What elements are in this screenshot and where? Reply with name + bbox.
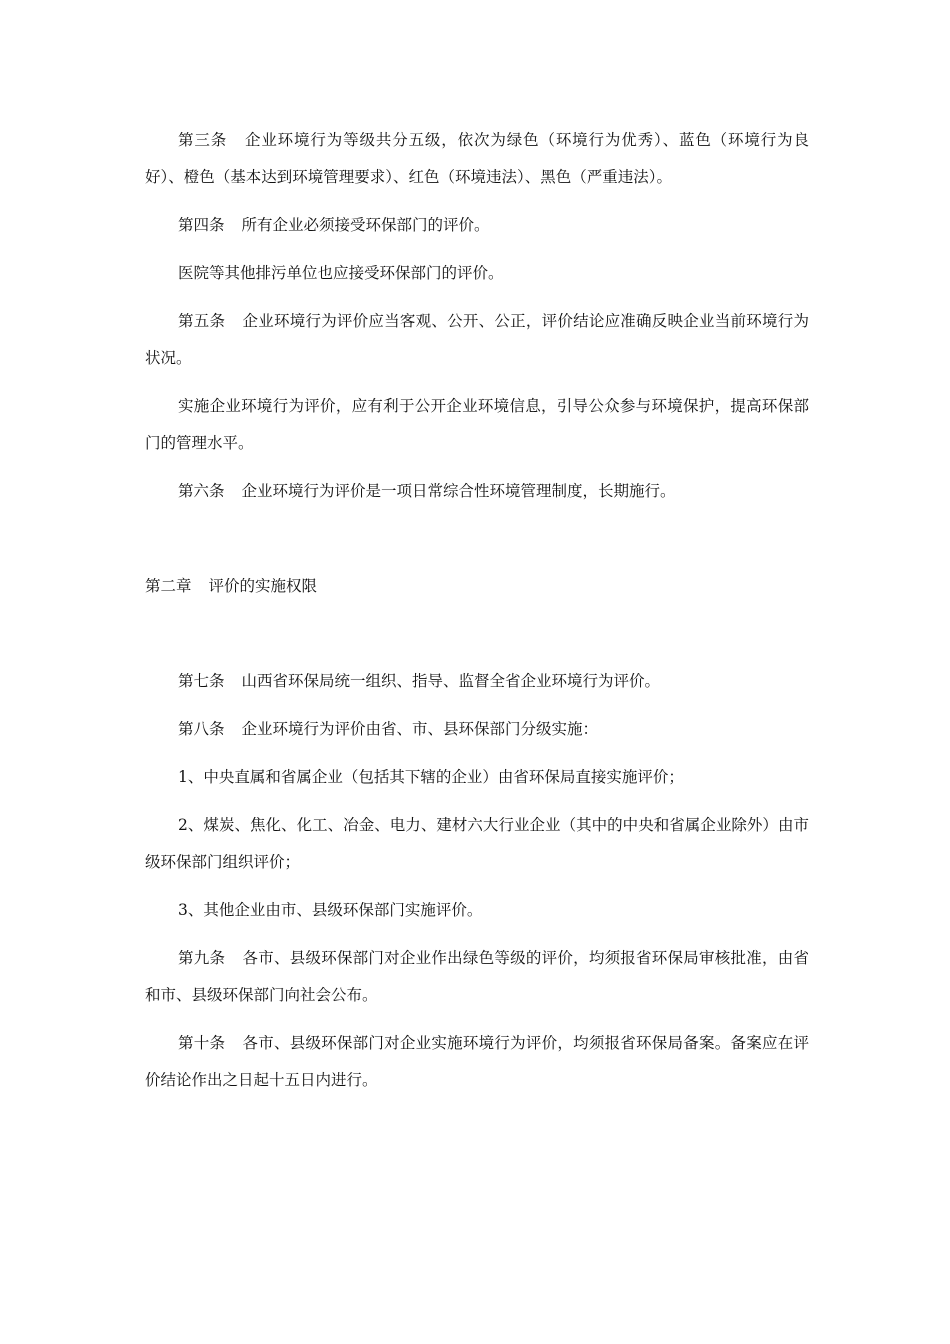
article-text: 企业环境行为评价应当客观、公开、公正，评价结论应准确反映企业当前环境行为状况。: [145, 312, 809, 367]
list-item-text: 1、中央直属和省属企业（包括其下辖的企业）由省环保局直接实施评价；: [178, 768, 684, 786]
chapter-title: 评价的实施权限: [208, 577, 318, 595]
article-text: 所有企业必须接受环保部门的评价。: [241, 216, 490, 234]
list-item: [145, 892, 809, 929]
article-text: 山西省环保局统一组织、指导、监督全省企业环境行为评价。: [241, 672, 661, 690]
article-label: 第六条: [178, 482, 225, 500]
document-page: [145, 122, 809, 1110]
article-9: [145, 940, 809, 1014]
article-7: [145, 663, 809, 700]
article-text: 企业环境行为等级共分五级，依次为绿色（环境行为优秀）、蓝色（环境行为良好）、橙色（基本达到环境管理要求）、红色（环境违法）、黑色（严重违法）。: [145, 131, 809, 186]
article-label: 第七条: [178, 672, 225, 690]
paragraph: [145, 388, 809, 462]
article-text: 企业环境行为评价由省、市、县环保部门分级实施：: [241, 720, 599, 738]
list-item-text: 2、煤炭、焦化、化工、冶金、电力、建材六大行业企业（其中的中央和省属企业除外）由市级环保部门组织评价；: [145, 816, 809, 871]
list-item-text: 3、其他企业由市、县级环保部门实施评价。: [178, 901, 483, 919]
list-item: [145, 759, 809, 796]
paragraph: [145, 255, 809, 292]
article-text: 各市、县级环保部门对企业作出绿色等级的评价，均须报省环保局审核批准，由省和市、县级环保部门向社会公布。: [145, 949, 809, 1004]
article-label: 第四条: [178, 216, 225, 234]
article-text: 企业环境行为评价是一项日常综合性环境管理制度，长期施行。: [241, 482, 676, 500]
list-item: [145, 807, 809, 881]
article-label: 第十条: [178, 1034, 226, 1052]
article-4: [145, 207, 809, 244]
article-10: [145, 1025, 809, 1099]
article-label: 第八条: [178, 720, 225, 738]
article-text: 各市、县级环保部门对企业实施环境行为评价，均须报省环保局备案。备案应在评价结论作出之日起十五日内进行。: [145, 1034, 809, 1089]
chapter-label: 第二章: [145, 577, 192, 595]
article-8: [145, 711, 809, 748]
article-label: 第三条: [178, 131, 228, 149]
article-label: 第九条: [178, 949, 226, 967]
chapter-heading: [145, 568, 809, 605]
article-5: [145, 303, 809, 377]
paragraph-text: 实施企业环境行为评价，应有利于公开企业环境信息，引导公众参与环境保护，提高环保部门的管理水平。: [145, 397, 809, 452]
article-label: 第五条: [178, 312, 226, 330]
article-6: [145, 473, 809, 510]
article-3: [145, 122, 809, 196]
paragraph-text: 医院等其他排污单位也应接受环保部门的评价。: [178, 264, 504, 282]
